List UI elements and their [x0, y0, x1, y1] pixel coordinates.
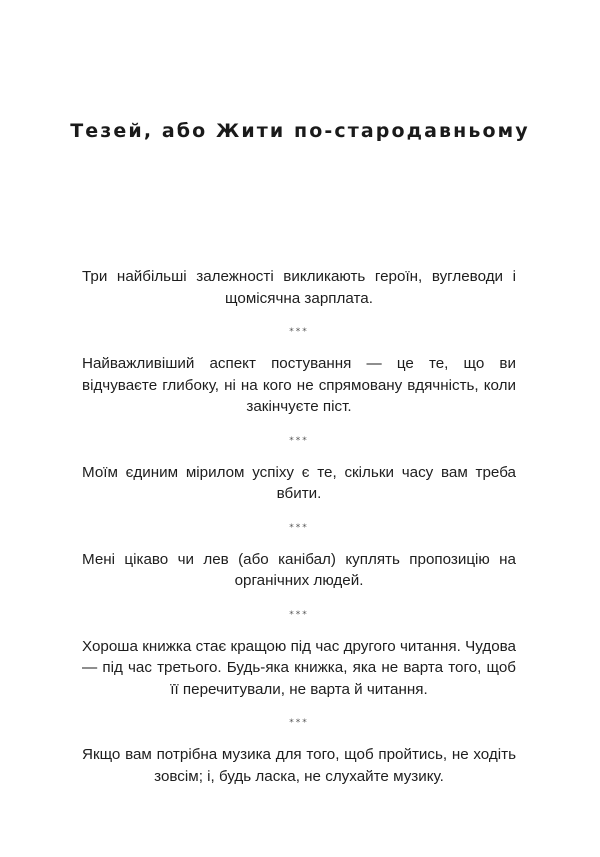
- chapter-title: Тезей, або Жити по-стародавньому: [70, 120, 530, 142]
- aphorism: Хороша книжка стає кращою під час другого читання. Чудова — під час третього. Будь-яка книжка, яка не варта того, щоб її перечитували, не варта й читання.: [82, 637, 516, 698]
- aphorism: Моїм єдиним мірилом успіху є те, скільки часу вам треба вбити.: [82, 463, 516, 502]
- aphorism: Три найбільші залежності викликають героїн, вуглеводи і щомісячна зарплата.: [82, 268, 516, 307]
- aphorism: Мені цікаво чи лев (або канібал) куплять пропозицію на органічних людей.: [82, 550, 516, 589]
- aphorism-list: [82, 266, 516, 787]
- section-separator: ***: [289, 718, 309, 728]
- section-separator: ***: [289, 435, 309, 446]
- section-separator: ***: [289, 609, 309, 620]
- aphorism: Якщо вам потрібна музика для того, щоб пройтись, не ходіть зовсім; і, будь ласка, не слухайте музику.: [82, 746, 516, 785]
- aphorism: Найважливіший аспект постування — це те, що ви відчуваєте глибоку, ні на кого не спрямовану вдячність, коли закінчуєте піст.: [82, 355, 516, 415]
- section-separator: ***: [289, 522, 309, 533]
- section-separator: ***: [289, 327, 309, 337]
